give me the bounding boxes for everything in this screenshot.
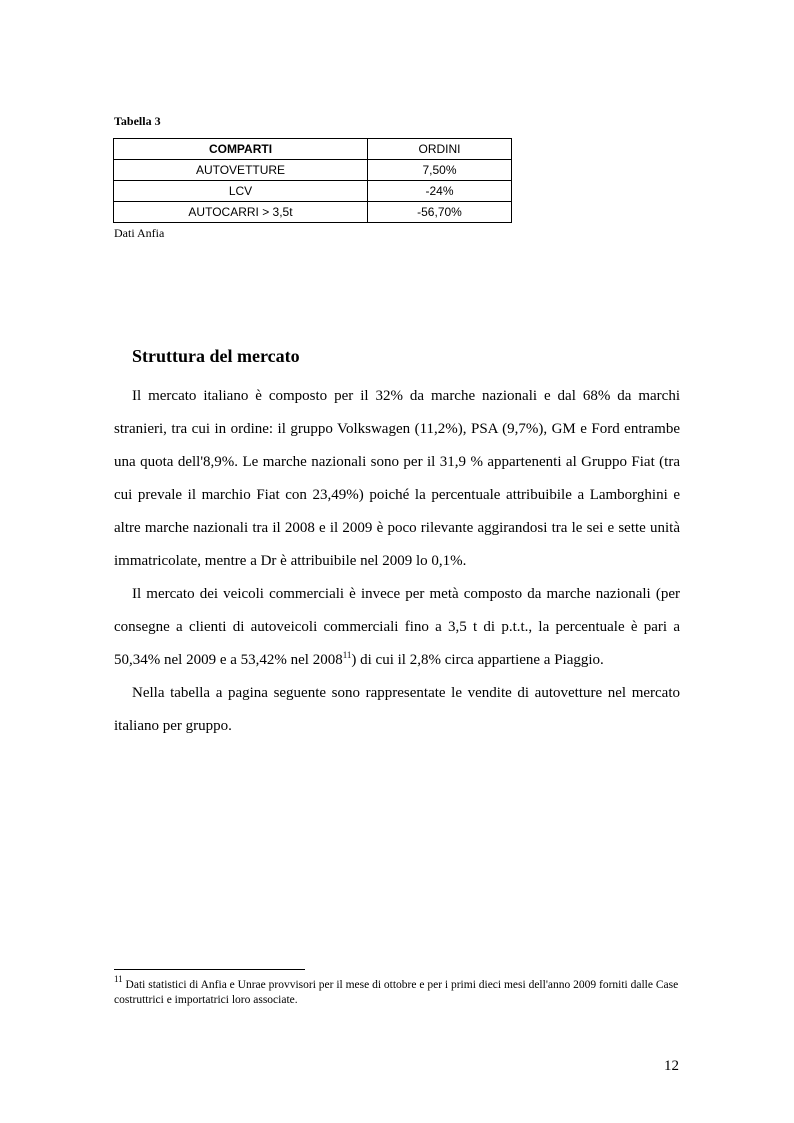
paragraph-2-text-end: ) di cui il 2,8% circa appartiene a Piaggio. — [351, 652, 604, 668]
table-row — [114, 181, 512, 202]
table-cell: AUTOVETTURE — [114, 160, 368, 181]
page-number: 12 — [664, 1058, 679, 1074]
orders-table — [113, 138, 512, 223]
footnote — [114, 974, 680, 1008]
header-ordini: ORDINI — [368, 139, 512, 160]
table-source: Dati Anfia — [114, 226, 165, 240]
table-row — [114, 202, 512, 223]
paragraph-2-text: Il mercato dei veicoli commerciali è invece per metà composto da marche nazionali (per consegne a clienti di autoveicoli commerciali fino a 3,5 t di p.t.t., la percentuale è pari a 50,34% nel 2009 e a 53,42% nel 2008 — [114, 586, 680, 668]
table-row — [114, 160, 512, 181]
table-cell: LCV — [114, 181, 368, 202]
footnote-divider — [114, 969, 305, 970]
header-comparti: COMPARTI — [114, 139, 368, 160]
footnote-text: Dati statistici di Anfia e Unrae provvisori per il mese di ottobre e per i primi dieci mesi dell'anno 2009 forniti dalle Case costruttrici e importatrici loro associate. — [114, 979, 679, 1006]
body-text — [114, 380, 680, 743]
table-cell: AUTOCARRI > 3,5t — [114, 202, 368, 223]
table-cell: -24% — [368, 181, 512, 202]
footnote-reference[interactable]: 11 — [342, 650, 352, 660]
table-cell: 7,50% — [368, 160, 512, 181]
paragraph-3: Nella tabella a pagina seguente sono rappresentate le vendite di autovetture nel mercato italiano per gruppo. — [114, 685, 680, 734]
paragraph-1: Il mercato italiano è composto per il 32% da marche nazionali e dal 68% da marchi stranieri, tra cui in ordine: il gruppo Volkswagen (11,2%), PSA (9,7%), GM e Ford entrambe una quota dell'8,9%. Le marche nazionali sono per il 31,9 % appartenenti al Gruppo Fiat (tra cui prevale il marchio Fiat con 23,49%) poiché la percentuale attribuibile a Lamborghini e altre marche nazionali tra il 2008 e il 2009 è poco rilevante aggirandosi tra le sei e sette unità immatricolate, mentre a Dr è attribuibile nel 2009 lo 0,1%. — [114, 388, 680, 569]
table-cell: -56,70% — [368, 202, 512, 223]
footnote-number: 11 — [114, 974, 123, 984]
table-header-row — [114, 139, 512, 160]
table-caption: Tabella 3 — [114, 114, 161, 128]
section-title: Struttura del mercato — [132, 346, 300, 366]
paragraph-2 — [114, 578, 680, 677]
